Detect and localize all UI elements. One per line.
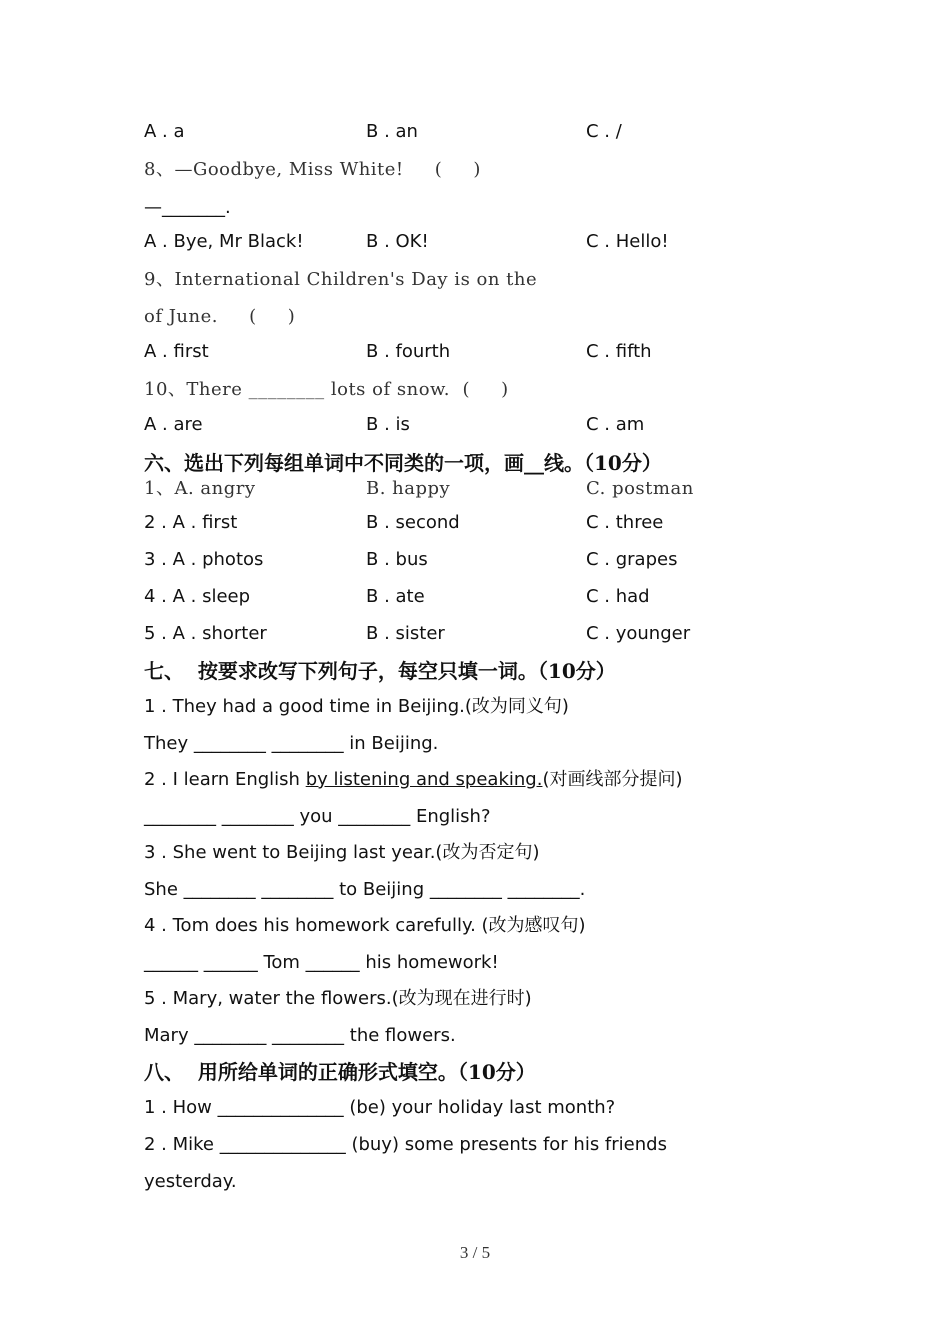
s6-item5-a: 5 . A . shorter bbox=[144, 623, 267, 644]
s7-sentence2 bbox=[144, 768, 683, 792]
s8-sentence2: 2 . Mike ______________ (buy) some presents for his friends bbox=[144, 1134, 667, 1155]
s7-sentence4: 4 . Tom does his homework carefully. (改为感叹句) bbox=[144, 915, 586, 936]
q10-option-c: C . am bbox=[586, 414, 645, 435]
q10-stem: 10、There ________ lots of snow. ( ) bbox=[144, 379, 509, 400]
s6-item1-c: C. postman bbox=[586, 478, 694, 499]
q7-option-b: B . an bbox=[366, 121, 418, 142]
q9-stem-cont: of June. ( ) bbox=[144, 306, 296, 327]
s7-answer2: ________ ________ you ________ English? bbox=[144, 806, 491, 827]
s6-item5-c: C . younger bbox=[586, 623, 691, 644]
s7-s2-pre: 2 . I learn English bbox=[144, 769, 306, 790]
q8-option-a: A . Bye, Mr Black! bbox=[144, 231, 304, 252]
s7-sentence5: 5 . Mary, water the flowers.(改为现在进行时) bbox=[144, 988, 532, 1009]
q9-option-c: C . fifth bbox=[586, 341, 652, 362]
q10-option-b: B . is bbox=[366, 414, 410, 435]
s6-item1-a: 1、A. angry bbox=[144, 478, 256, 499]
s7-sentence1: 1 . They had a good time in Beijing.(改为同义句) bbox=[144, 696, 569, 717]
s8-sentence1: 1 . How ______________ (be) your holiday last month? bbox=[144, 1097, 616, 1118]
s7-answer1: They ________ ________ in Beijing. bbox=[144, 733, 439, 754]
q8-stem: 8、—Goodbye, Miss White! ( ) bbox=[144, 159, 481, 180]
s6-item3-c: C . grapes bbox=[586, 549, 678, 570]
q8-answer-line: —_______. bbox=[144, 197, 231, 218]
page-number: 3 / 5 bbox=[459, 1243, 491, 1262]
s6-item5-b: B . sister bbox=[366, 623, 445, 644]
s6-item2-c: C . three bbox=[586, 512, 664, 533]
q7-option-a: A . a bbox=[144, 121, 185, 142]
s6-item3-b: B . bus bbox=[366, 549, 428, 570]
s6-item1-b: B. happy bbox=[366, 478, 451, 499]
s7-s2-underlined: by listening and speaking. bbox=[305, 769, 543, 790]
s7-answer3: She ________ ________ to Beijing ________ ________. bbox=[144, 879, 586, 900]
s8-sentence2-cont: yesterday. bbox=[144, 1171, 237, 1192]
q10-option-a: A . are bbox=[144, 414, 203, 435]
q7-option-c: C . / bbox=[586, 121, 622, 142]
s7-s2-post: (对画线部分提问) bbox=[542, 769, 683, 790]
s7-answer4: ______ ______ Tom ______ his homework! bbox=[144, 952, 499, 973]
s7-sentence3: 3 . She went to Beijing last year.(改为否定句) bbox=[144, 842, 540, 863]
s6-item2-a: 2 . A . first bbox=[144, 512, 238, 533]
section7-heading: 七、 按要求改写下列句子，每空只填一词。（10分） bbox=[144, 659, 616, 683]
q9-option-a: A . first bbox=[144, 341, 209, 362]
s6-item4-a: 4 . A . sleep bbox=[144, 586, 251, 607]
section8-heading: 八、 用所给单词的正确形式填空。（10分） bbox=[144, 1060, 536, 1084]
q8-option-c: C . Hello! bbox=[586, 231, 669, 252]
s7-answer5: Mary ________ ________ the flowers. bbox=[144, 1025, 456, 1046]
q9-option-b: B . fourth bbox=[366, 341, 451, 362]
section6-heading: 六、选出下列每组单词中不同类的一项，画__线。（10分） bbox=[144, 451, 662, 475]
s6-item4-b: B . ate bbox=[366, 586, 425, 607]
s6-item3-a: 3 . A . photos bbox=[144, 549, 264, 570]
s6-item4-c: C . had bbox=[586, 586, 650, 607]
q8-option-b: B . OK! bbox=[366, 231, 429, 252]
s6-item2-b: B . second bbox=[366, 512, 460, 533]
q9-stem: 9、International Children's Day is on the bbox=[144, 269, 538, 290]
